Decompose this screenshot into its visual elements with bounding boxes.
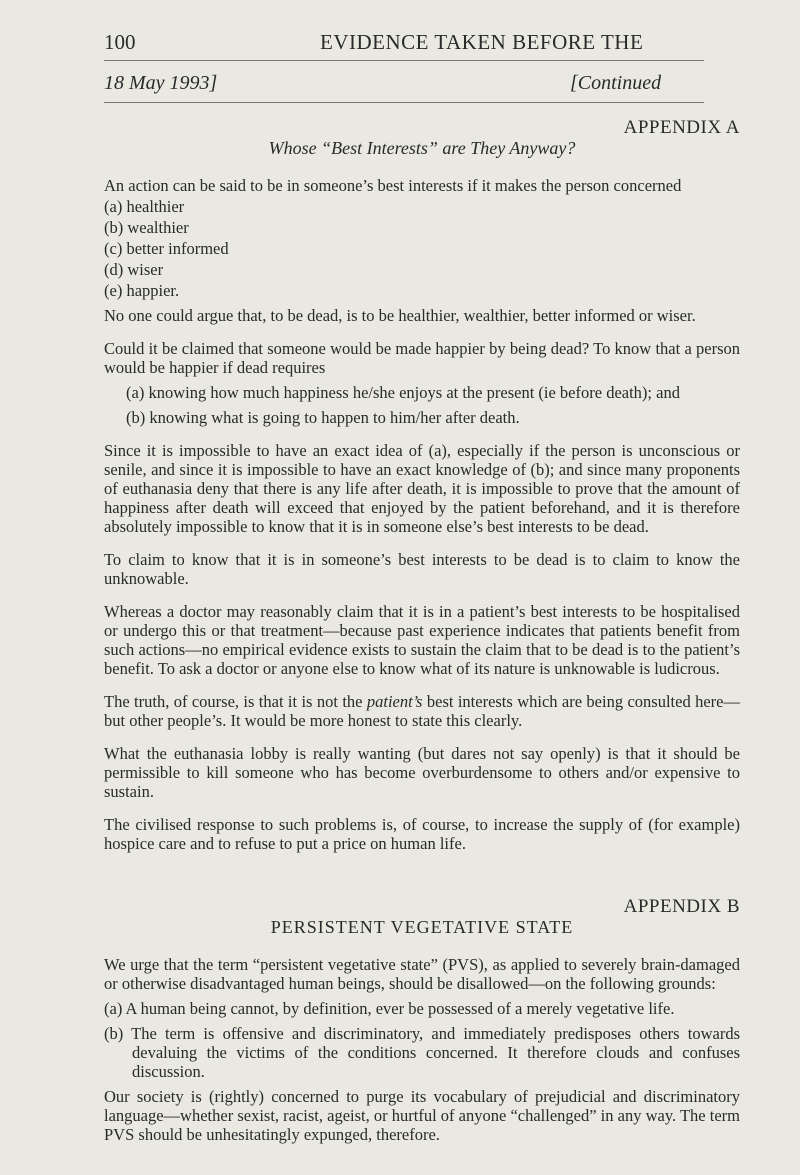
emphasis: patient’s xyxy=(366,692,423,711)
text-run: best interests which are being consulted here—but other people’s. It would be more honest to state this clearly. xyxy=(104,692,740,730)
list-item: (c) better informed xyxy=(104,239,229,258)
paragraph: What the euthanasia lobby is really wanting (but dares not say openly) is that it should be permissible to kill someone who has become overburdensome to others and/or expensive to sustain. xyxy=(104,744,740,801)
appendix-a-title: Whose “Best Interests” are They Anyway? xyxy=(268,138,576,158)
list-item: (b) The term is offensive and discriminatory, and immediately predisposes others towards devaluing the victims of the conditions concerned. It therefore clouds and confuses discussion. xyxy=(104,1024,740,1081)
paragraph: To claim to know that it is in someone’s best interests to be dead is to claim to know the unknowable. xyxy=(104,550,740,588)
document-body xyxy=(104,118,740,1144)
paragraph xyxy=(104,692,740,730)
session-date: 18 May 1993] xyxy=(104,72,218,94)
page-header xyxy=(0,0,800,110)
paragraph: Whereas a doctor may reasonably claim that it is in a patient’s best interests to be hospitalised or undergo this or that treatment—because past experience indicates that patients benefit from such actions—no empirical evidence exists to sustain the claim that to be dead is to the patient’s benefit. To ask a doctor or anyone else to know what of its nature is unknowable is ludicrous. xyxy=(104,602,740,678)
paragraph: Could it be claimed that someone would be made happier by being dead? To know that a person would be happier if dead requires xyxy=(104,339,740,377)
appendix-b-label: APPENDIX B xyxy=(623,896,740,917)
page-number: 100 xyxy=(104,30,136,54)
intro-paragraph: An action can be said to be in someone’s best interests if it makes the person concerned xyxy=(104,176,682,195)
paragraph: The civilised response to such problems is, of course, to increase the supply of (for example) hospice care and to refuse to put a price on human life. xyxy=(104,815,740,853)
appendix-a-label: APPENDIX A xyxy=(623,117,740,138)
appendix-a xyxy=(104,118,740,853)
running-title: EVIDENCE TAKEN BEFORE THE xyxy=(320,30,644,54)
paragraph: No one could argue that, to be dead, is to be healthier, wealthier, better informed or wiser. xyxy=(104,306,696,325)
list-item: (a) A human being cannot, by definition, ever be possessed of a merely vegetative life. xyxy=(104,999,675,1018)
continued-label: [Continued xyxy=(570,72,662,94)
paragraph: Our society is (rightly) concerned to purge its vocabulary of prejudicial and discriminatory language—whether sexist, racist, ageist, or hurtful of anyone “challenged” in any way. The term PVS should be unhesitatingly expunged, therefore. xyxy=(104,1087,740,1144)
paragraph: We urge that the term “persistent vegetative state” (PVS), as applied to severely brain-damaged or otherwise disadvantaged human beings, should be disallowed—on the following grounds: xyxy=(104,955,740,993)
list-item: (a) healthier xyxy=(104,197,185,216)
list-item: (d) wiser xyxy=(104,260,164,279)
list-item: (e) happier. xyxy=(104,281,180,300)
header-rule-bottom xyxy=(104,102,704,103)
list-item: (b) wealthier xyxy=(104,218,189,237)
list-item: (b) knowing what is going to happen to him/her after death. xyxy=(126,408,520,427)
appendix-b xyxy=(104,897,740,1144)
appendix-b-title: PERSISTENT VEGETATIVE STATE xyxy=(270,917,574,937)
list-item: (a) knowing how much happiness he/she enjoys at the present (ie before death); and xyxy=(126,383,680,402)
text-run: The truth, of course, is that it is not the xyxy=(104,692,367,711)
paragraph: Since it is impossible to have an exact idea of (a), especially if the person is unconscious or senile, and since it is impossible to have an exact knowledge of (b); and since many proponents of euthanasia deny that there is any life after death, it is impossible to prove that the amount of happiness after death will exceed that enjoyed by the patient beforehand, and it is therefore absolutely impossible to know that it is in someone else’s best interests to be dead. xyxy=(104,441,740,536)
header-rule-top xyxy=(104,60,704,61)
